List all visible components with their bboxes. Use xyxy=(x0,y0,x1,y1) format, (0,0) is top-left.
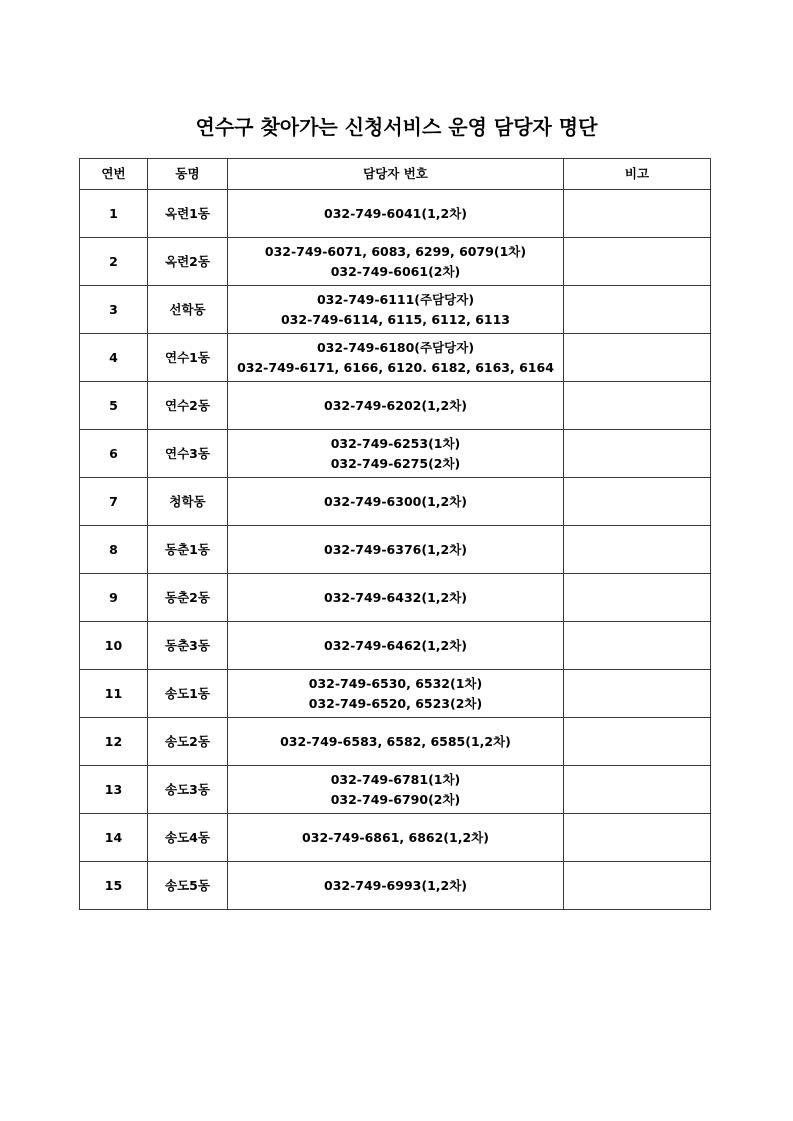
cell-note xyxy=(564,430,711,478)
cell-dong: 연수3동 xyxy=(148,430,228,478)
header-no: 연번 xyxy=(80,159,148,190)
cell-dong: 옥련2동 xyxy=(148,238,228,286)
cell-phone xyxy=(228,286,564,334)
cell-no: 6 xyxy=(80,430,148,478)
cell-no: 3 xyxy=(80,286,148,334)
header-phone: 담당자 번호 xyxy=(228,159,564,190)
cell-no: 5 xyxy=(80,382,148,430)
cell-dong: 연수2동 xyxy=(148,382,228,430)
cell-note xyxy=(564,238,711,286)
cell-note xyxy=(564,814,711,862)
phone-line: 032-749-6253(1차) xyxy=(330,435,461,451)
phone-line: 032-749-6202(1,2차) xyxy=(324,397,467,413)
cell-dong: 옥련1동 xyxy=(148,190,228,238)
cell-dong: 송도1동 xyxy=(148,670,228,718)
table-row xyxy=(80,622,711,670)
page-title: 연수구 찾아가는 신청서비스 운영 담당자 명단 xyxy=(195,115,598,139)
table-row xyxy=(80,862,711,910)
cell-phone xyxy=(228,478,564,526)
phone-line: 032-749-6114, 6115, 6112, 6113 xyxy=(280,311,511,327)
phone-line: 032-749-6180(주담당자) xyxy=(316,339,475,355)
cell-no: 2 xyxy=(80,238,148,286)
cell-note xyxy=(564,718,711,766)
cell-note xyxy=(564,478,711,526)
cell-phone xyxy=(228,622,564,670)
table-row xyxy=(80,238,711,286)
cell-no: 1 xyxy=(80,190,148,238)
cell-no: 9 xyxy=(80,574,148,622)
cell-no: 11 xyxy=(80,670,148,718)
staff-contact-table xyxy=(79,158,711,910)
cell-note xyxy=(564,766,711,814)
cell-dong: 송도3동 xyxy=(148,766,228,814)
phone-line: 032-749-6993(1,2차) xyxy=(324,877,467,893)
phone-line: 032-749-6790(2차) xyxy=(330,791,461,807)
table-row xyxy=(80,574,711,622)
cell-no: 15 xyxy=(80,862,148,910)
phone-line: 032-749-6530, 6532(1차) xyxy=(308,675,483,691)
cell-note xyxy=(564,382,711,430)
cell-phone xyxy=(228,862,564,910)
phone-line: 032-749-6300(1,2차) xyxy=(324,493,467,509)
phone-line: 032-749-6462(1,2차) xyxy=(324,637,467,653)
phone-line: 032-749-6432(1,2차) xyxy=(324,589,467,605)
phone-line: 032-749-6583, 6582, 6585(1,2차) xyxy=(280,733,511,749)
cell-no: 12 xyxy=(80,718,148,766)
cell-note xyxy=(564,526,711,574)
table-header-row xyxy=(80,159,711,190)
table-row xyxy=(80,334,711,382)
phone-line: 032-749-6275(2차) xyxy=(330,455,461,471)
cell-phone xyxy=(228,238,564,286)
cell-note xyxy=(564,334,711,382)
table-row xyxy=(80,382,711,430)
cell-phone xyxy=(228,814,564,862)
cell-dong: 송도2동 xyxy=(148,718,228,766)
header-note: 비고 xyxy=(564,159,711,190)
cell-phone xyxy=(228,430,564,478)
cell-note xyxy=(564,862,711,910)
phone-line: 032-749-6171, 6166, 6120. 6182, 6163, 6164 xyxy=(237,359,554,375)
cell-phone xyxy=(228,382,564,430)
cell-note xyxy=(564,286,711,334)
phone-line: 032-749-6861, 6862(1,2차) xyxy=(302,829,489,845)
phone-line: 032-749-6071, 6083, 6299, 6079(1차) xyxy=(264,243,527,259)
table-row xyxy=(80,286,711,334)
cell-no: 4 xyxy=(80,334,148,382)
cell-phone xyxy=(228,766,564,814)
cell-dong: 선학동 xyxy=(148,286,228,334)
cell-dong: 동춘1동 xyxy=(148,526,228,574)
table-body xyxy=(80,190,711,910)
table-row xyxy=(80,430,711,478)
phone-line: 032-749-6111(주담당자) xyxy=(316,291,475,307)
cell-note xyxy=(564,190,711,238)
table-row xyxy=(80,478,711,526)
table-row xyxy=(80,718,711,766)
phone-line: 032-749-6041(1,2차) xyxy=(324,205,467,221)
phone-line: 032-749-6061(2차) xyxy=(330,263,461,279)
cell-no: 8 xyxy=(80,526,148,574)
table-row xyxy=(80,670,711,718)
cell-phone xyxy=(228,526,564,574)
phone-line: 032-749-6781(1차) xyxy=(330,771,461,787)
cell-note xyxy=(564,574,711,622)
cell-dong: 동춘3동 xyxy=(148,622,228,670)
cell-no: 7 xyxy=(80,478,148,526)
cell-note xyxy=(564,622,711,670)
cell-dong: 송도5동 xyxy=(148,862,228,910)
phone-line: 032-749-6520, 6523(2차) xyxy=(308,695,483,711)
table-row xyxy=(80,190,711,238)
table-row xyxy=(80,526,711,574)
cell-dong: 연수1동 xyxy=(148,334,228,382)
cell-dong: 송도4동 xyxy=(148,814,228,862)
cell-phone xyxy=(228,670,564,718)
cell-phone xyxy=(228,190,564,238)
table-row xyxy=(80,814,711,862)
table-row xyxy=(80,766,711,814)
cell-phone xyxy=(228,574,564,622)
cell-phone xyxy=(228,718,564,766)
header-dong: 동명 xyxy=(148,159,228,190)
cell-phone xyxy=(228,334,564,382)
cell-no: 14 xyxy=(80,814,148,862)
cell-no: 13 xyxy=(80,766,148,814)
cell-dong: 동춘2동 xyxy=(148,574,228,622)
cell-dong: 청학동 xyxy=(148,478,228,526)
phone-line: 032-749-6376(1,2차) xyxy=(324,541,467,557)
cell-note xyxy=(564,670,711,718)
cell-no: 10 xyxy=(80,622,148,670)
